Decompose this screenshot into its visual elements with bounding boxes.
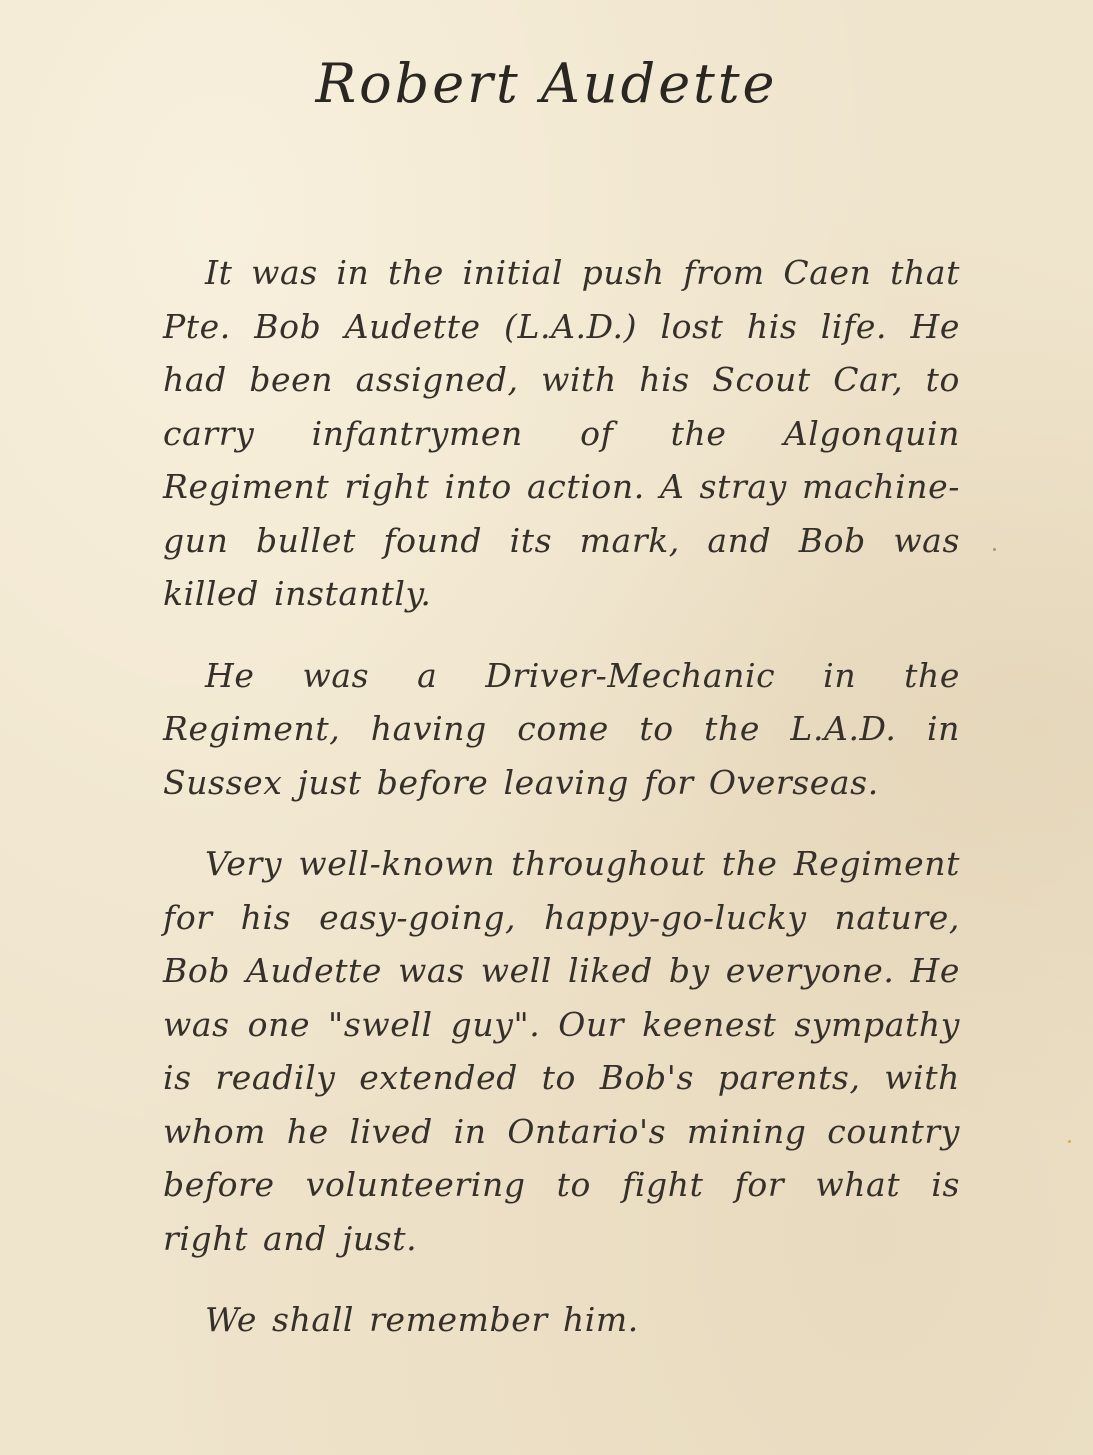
paragraph-2: He was a Driver-Mechanic in the Regiment, having come to the L.A.D. in Sussex just before leaving for Overseas. bbox=[163, 655, 960, 802]
paper-speck bbox=[993, 548, 996, 551]
page-title: Robert Audette bbox=[315, 52, 778, 115]
paper-speck bbox=[1068, 1140, 1071, 1143]
paragraph-1: It was in the initial push from Caen that Pte. Bob Audette (L.A.D.) lost his life. He had been assigned, with his Scout Car, to carry infantrymen of the Algonquin Regiment right into action. A stray machine-gun bullet found its mark, and Bob was killed instantly. bbox=[163, 253, 960, 613]
memorial-text bbox=[163, 246, 960, 1375]
paragraph-3: Very well-known throughout the Regiment for his easy-going, happy-go-lucky nature, Bob Audette was well liked by everyone. He was one "swell guy". Our keenest sympathy is readily extended to Bob's parents, with whom he lived in Ontario's mining country before volunteering to fight for what is right and just. bbox=[163, 844, 960, 1258]
paragraph-4: We shall remember him. bbox=[205, 1300, 639, 1339]
